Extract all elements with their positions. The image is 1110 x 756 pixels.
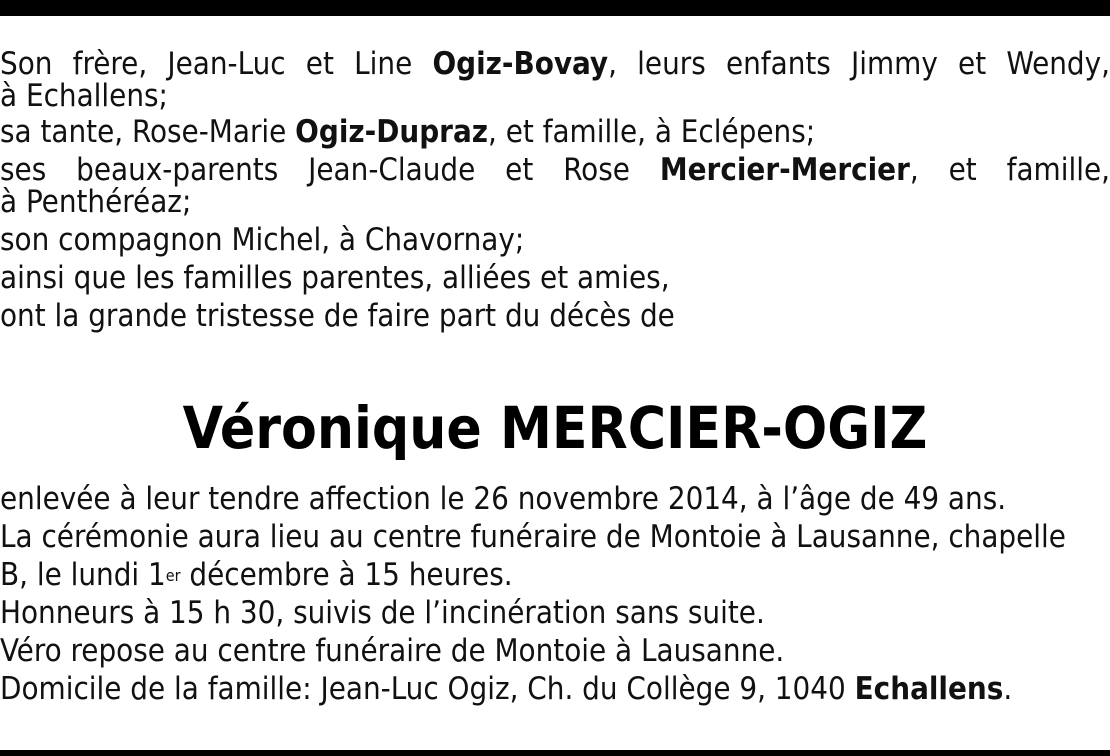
family-name-bold: Mercier-Mercier [659, 152, 910, 188]
text-segment: , et famille, à Eclépens; [487, 114, 816, 150]
family-announcement [0, 48, 1110, 332]
details-line-ceremony-time [0, 559, 1110, 591]
family-line-brother [0, 48, 1110, 80]
text-segment: B, le lundi 1 [0, 557, 166, 593]
family-line-aunt [0, 116, 1110, 148]
family-line-relatives [0, 262, 1110, 294]
text-segment: Véro repose au centre funéraire de Montoie à Lausanne. [0, 633, 785, 669]
deceased-name: Véronique MERCIER-OGIZ [182, 394, 928, 462]
text-segment: . [1003, 671, 1013, 707]
text-segment: ainsi que les familles parentes, alliées et amies, [0, 260, 670, 296]
family-line-place [0, 80, 1110, 112]
family-line-inlaws [0, 154, 1110, 186]
text-segment: La cérémonie aura lieu au centre funéraire de Montoie à Lausanne, chapelle [0, 519, 1066, 555]
text-segment: sa tante, Rose-Marie [0, 114, 296, 150]
text-segment: enlevée à leur tendre affection le 26 novembre 2014, à l’âge de 49 ans. [0, 481, 1007, 517]
text-segment: ses beaux-parents Jean-Claude et Rose [0, 152, 660, 188]
text-segment: Son frère, Jean-Luc et Line [0, 46, 433, 82]
details-line-honours [0, 597, 1110, 629]
town-name-bold: Echallens [854, 671, 1004, 707]
text-segment: , et famille, [909, 152, 1110, 188]
text-segment: son compagnon Michel, à Chavornay; [0, 222, 525, 258]
text-segment: décembre à 15 heures. [180, 557, 513, 593]
family-name-bold: Ogiz-Bovay [432, 46, 609, 82]
text-segment: à Echallens; [0, 78, 168, 114]
text-segment: Domicile de la famille: Jean-Luc Ogiz, Ch. du Collège 9, 1040 [0, 671, 855, 707]
details-line-ceremony [0, 521, 1110, 553]
family-line-partner [0, 224, 1110, 256]
family-line-announcement [0, 300, 1110, 332]
details-line-date [0, 483, 1110, 515]
family-name-bold: Ogiz-Dupraz [295, 114, 488, 150]
text-segment: à Penthéréaz; [0, 184, 192, 220]
details-line-rest [0, 635, 1110, 667]
ceremony-details [0, 483, 1110, 705]
top-rule [0, 0, 1110, 16]
text-segment: Honneurs à 15 h 30, suivis de l’incinération sans suite. [0, 595, 765, 631]
ordinal-superscript: er [165, 566, 181, 585]
family-line-place [0, 186, 1110, 218]
details-line-domicile [0, 673, 1110, 705]
text-segment: ont la grande tristesse de faire part du décès de [0, 298, 675, 334]
bottom-rule [0, 750, 1110, 756]
text-segment: , leurs enfants Jimmy et Wendy, [608, 46, 1110, 82]
